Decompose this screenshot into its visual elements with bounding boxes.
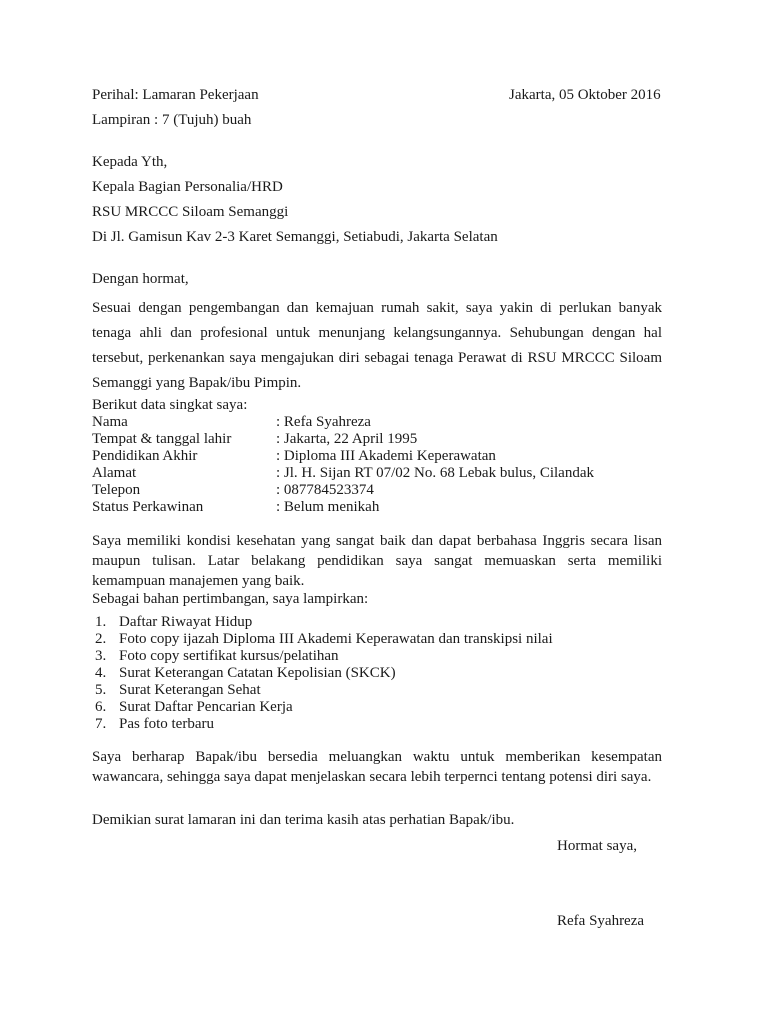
intro-line: tenaga ahli dan profesional untuk menunjang kelangsungannya. Sehubungan dengan hal [92,325,662,341]
attachment-count: Lampiran : 7 (Tujuh) buah [92,112,252,128]
list-item: Foto copy sertifikat kursus/pelatihan [119,648,339,664]
recipient-position: Kepala Bagian Personalia/HRD [92,179,283,195]
field-value-alamat: : Jl. H. Sijan RT 07/02 No. 68 Lebak bulus, Cilandak [276,465,594,481]
list-item: Surat Keterangan Sehat [119,682,261,698]
field-label-pendidikan: Pendidikan Akhir [92,448,198,464]
hope-line: wawancara, sehingga saya dapat menjelaskan secara lebih terpernci tentang potensi diri saya. [92,769,652,785]
list-item: Foto copy ijazah Diploma III Akademi Keperawatan dan transkipsi nilai [119,631,553,647]
subject-line: Perihal: Lamaran Pekerjaan [92,87,259,103]
letter-date: Jakarta, 05 Oktober 2016 [509,87,661,103]
list-item: Pas foto terbaru [119,716,214,732]
field-value-ttl: : Jakarta, 22 April 1995 [276,431,418,447]
field-label-alamat: Alamat [92,465,137,481]
data-intro: Berikut data singkat saya: [92,397,248,413]
field-value-pendidikan: : Diploma III Akademi Keperawatan [276,448,496,464]
list-number: 2. [95,631,107,647]
intro-line: tersebut, perkenankan saya mengajukan diri sebagai tenaga Perawat di RSU MRCCC Siloam [92,350,662,366]
list-number: 7. [95,716,107,732]
intro-paragraph [92,296,662,396]
intro-line: Sesuai dengan pengembangan dan kemajuan rumah sakit, saya yakin di perlukan banyak [92,300,662,316]
list-number: 1. [95,614,107,630]
signoff: Hormat saya, [557,838,637,854]
field-label-telepon: Telepon [92,482,141,498]
list-number: 5. [95,682,107,698]
list-item: Surat Daftar Pencarian Kerja [119,699,293,715]
list-item: Surat Keterangan Catatan Kepolisian (SKCK) [119,665,396,681]
hope-line: Saya berharap Bapak/ibu bersedia meluangkan waktu untuk memberikan kesempatan [92,749,662,765]
field-label-status: Status Perkawinan [92,499,204,515]
signature-name: Refa Syahreza [557,913,645,929]
field-value-telepon: : 087784523374 [276,482,374,498]
recipient-address: Di Jl. Gamisun Kav 2-3 Karet Semanggi, Setiabudi, Jakarta Selatan [92,229,498,245]
field-label-ttl: Tempat & tanggal lahir [92,431,232,447]
field-value-status: : Belum menikah [276,499,380,515]
greeting: Dengan hormat, [92,271,189,287]
list-number: 6. [95,699,107,715]
field-value-nama: : Refa Syahreza [276,414,371,430]
recipient-company: RSU MRCCC Siloam Semanggi [92,204,289,220]
closing-statement: Demikian surat lamaran ini dan terima kasih atas perhatian Bapak/ibu. [92,812,515,828]
health-line: Saya memiliki kondisi kesehatan yang sangat baik dan dapat berbahasa Inggris secara lisan [92,533,662,549]
health-paragraph [92,531,662,591]
list-number: 4. [95,665,107,681]
health-line: maupun tulisan. Latar belakang pendidikan saya sangat memuaskan serta memiliki [92,553,662,569]
list-number: 3. [95,648,107,664]
health-line: kemampuan manajemen yang baik. [92,573,305,589]
recipient-salutation: Kepada Yth, [92,154,168,170]
attachments-intro: Sebagai bahan pertimbangan, saya lampirkan: [92,591,369,607]
intro-line: Semanggi yang Bapak/ibu Pimpin. [92,375,302,391]
field-label-nama: Nama [92,414,128,430]
hope-paragraph [92,747,662,787]
list-item: Daftar Riwayat Hidup [119,614,253,630]
